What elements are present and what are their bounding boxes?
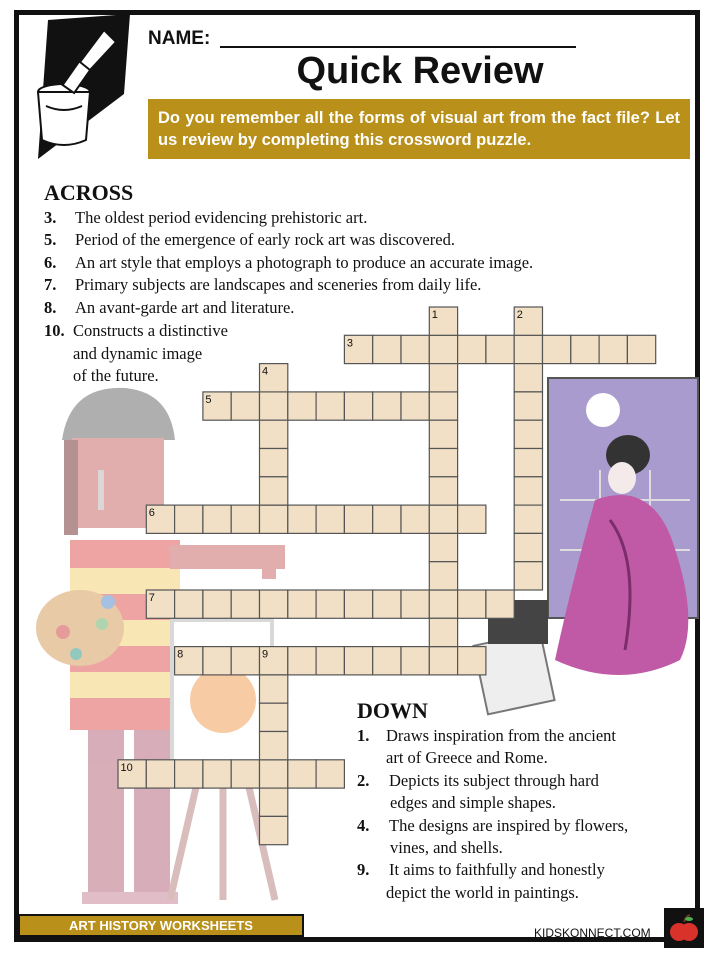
crossword-cell[interactable] — [316, 647, 344, 675]
crossword-cell[interactable] — [288, 760, 316, 788]
clue-number: 6. — [44, 253, 57, 272]
crossword-cell[interactable] — [429, 505, 457, 533]
crossword-cell[interactable] — [514, 420, 542, 448]
intro-banner: Do you remember all the forms of visual art from the fact file? Let us review by completing this crossword puzzle. — [148, 99, 690, 159]
crossword-cell-number: 10 — [120, 761, 133, 774]
crossword-cell[interactable] — [571, 335, 599, 363]
crossword-cell[interactable] — [373, 505, 401, 533]
clue-number: 9. — [357, 860, 370, 879]
crossword-cell-number: 5 — [205, 393, 212, 406]
across-clue — [44, 207, 367, 229]
crossword-cell[interactable] — [627, 335, 655, 363]
crossword-cell[interactable] — [231, 392, 259, 420]
apple-logo — [664, 908, 704, 948]
crossword-cell[interactable] — [373, 392, 401, 420]
crossword-cell[interactable] — [429, 533, 457, 561]
site-url: KIDSKONNECT.COM — [534, 926, 651, 940]
clue-text: The oldest period evidencing prehistoric art. — [75, 208, 368, 227]
crossword-cell[interactable] — [514, 364, 542, 392]
series-label: ART HISTORY WORKSHEETS — [18, 914, 304, 937]
crossword-cell-number: 3 — [346, 337, 354, 350]
across-heading: ACROSS — [44, 180, 134, 205]
crossword-cell[interactable] — [429, 335, 457, 363]
crossword-cell-number: 8 — [177, 648, 184, 661]
crossword-cell-number: 7 — [148, 592, 155, 604]
page-title: Quick Review — [296, 50, 544, 92]
clue-text: An art style that employs a photograph to produce an accurate image. — [75, 253, 534, 272]
crossword-cell[interactable] — [316, 392, 344, 420]
across-clue-continued: of the future. — [73, 366, 159, 385]
crossword-cell-number: 6 — [148, 507, 155, 520]
down-clue-continued: art of Greece and Rome. — [386, 748, 548, 767]
clue-text: The designs are inspired by flowers, — [389, 816, 629, 835]
crossword-cell[interactable] — [203, 590, 231, 618]
crossword-cell[interactable] — [514, 505, 542, 533]
crossword-cell[interactable] — [401, 590, 429, 618]
crossword-cell[interactable] — [373, 647, 401, 675]
crossword-cell[interactable] — [514, 449, 542, 477]
across-clue — [44, 320, 228, 342]
crossword-cell[interactable] — [260, 675, 288, 703]
crossword-cell[interactable] — [260, 760, 288, 788]
crossword-cell[interactable] — [429, 364, 457, 392]
crossword-cell[interactable] — [401, 505, 429, 533]
crossword-cell[interactable] — [429, 562, 457, 590]
crossword-cell[interactable] — [344, 505, 372, 533]
crossword-cell[interactable] — [260, 420, 288, 448]
clue-text: Constructs a distinctive — [73, 321, 228, 340]
clue-text: Depicts its subject through hard — [389, 771, 599, 790]
crossword-cell[interactable] — [260, 732, 288, 760]
clue-number: 4. — [357, 816, 370, 835]
crossword-cell[interactable] — [486, 335, 514, 363]
down-clue — [357, 815, 628, 837]
crossword-cell[interactable] — [231, 760, 259, 788]
apple-icon — [664, 908, 704, 948]
clue-number: 2. — [357, 771, 370, 790]
crossword-cell[interactable] — [458, 590, 486, 618]
crossword-cell[interactable] — [288, 647, 316, 675]
name-input-line[interactable] — [220, 46, 576, 48]
crossword-cell[interactable] — [203, 647, 231, 675]
clue-number: 8. — [44, 298, 57, 317]
crossword-cell[interactable] — [486, 590, 514, 618]
crossword-cell[interactable] — [514, 335, 542, 363]
crossword-cell-number: 9 — [262, 648, 269, 661]
crossword-cell[interactable] — [260, 449, 288, 477]
crossword-cell[interactable] — [458, 335, 486, 363]
crossword-cell[interactable] — [231, 647, 259, 675]
clue-text: Primary subjects are landscapes and sceneries from daily life. — [75, 275, 482, 294]
crossword-cell[interactable] — [260, 816, 288, 844]
crossword-cell-number: 4 — [262, 365, 269, 378]
crossword-cell[interactable] — [401, 647, 429, 675]
crossword-cell[interactable] — [429, 477, 457, 505]
crossword-cell[interactable] — [344, 647, 372, 675]
clue-text: Period of the emergence of early rock art was discovered. — [75, 230, 455, 249]
crossword-cell[interactable] — [373, 335, 401, 363]
crossword-cell[interactable] — [316, 760, 344, 788]
crossword-cell[interactable] — [316, 505, 344, 533]
across-clue — [44, 274, 481, 296]
clue-number: 7. — [44, 275, 57, 294]
across-clue — [44, 252, 533, 274]
crossword-cell[interactable] — [288, 590, 316, 618]
crossword-cell[interactable] — [429, 590, 457, 618]
crossword-cell[interactable] — [429, 420, 457, 448]
crossword-cell[interactable] — [514, 562, 542, 590]
crossword-cell[interactable] — [458, 505, 486, 533]
crossword-cell[interactable] — [288, 505, 316, 533]
clue-number: 1. — [357, 726, 370, 745]
down-clue — [357, 725, 616, 747]
across-clue-continued: and dynamic image — [73, 344, 203, 363]
crossword-cell[interactable] — [175, 505, 203, 533]
clue-number: 5. — [44, 230, 57, 249]
crossword-cell-number: 2 — [516, 309, 523, 321]
crossword-cell[interactable] — [203, 505, 231, 533]
crossword-cell[interactable] — [203, 760, 231, 788]
crossword-cell[interactable] — [543, 335, 571, 363]
crossword-cell[interactable] — [288, 392, 316, 420]
crossword-cell[interactable] — [599, 335, 627, 363]
crossword-cell[interactable] — [514, 392, 542, 420]
across-clue — [44, 229, 455, 251]
crossword-cell[interactable] — [231, 590, 259, 618]
crossword-cell[interactable] — [231, 505, 259, 533]
down-clue-continued: edges and simple shapes. — [390, 793, 556, 812]
clue-number: 10. — [44, 321, 65, 340]
crossword-cell[interactable] — [260, 392, 288, 420]
clue-text: Draws inspiration from the ancient — [386, 726, 617, 745]
down-clue-continued: vines, and shells. — [390, 838, 503, 857]
down-clue — [357, 859, 605, 881]
crossword-cell[interactable] — [373, 590, 401, 618]
crossword-cell[interactable] — [458, 647, 486, 675]
crossword-cell[interactable] — [429, 392, 457, 420]
crossword-cell[interactable] — [146, 760, 174, 788]
crossword-cell[interactable] — [514, 533, 542, 561]
crossword-cell[interactable] — [401, 335, 429, 363]
clue-text: It aims to faithfully and honestly — [389, 860, 605, 879]
crossword-cell[interactable] — [429, 618, 457, 646]
crossword-cell[interactable] — [316, 590, 344, 618]
crossword-cell[interactable] — [175, 760, 203, 788]
crossword-cell[interactable] — [429, 449, 457, 477]
clue-number: 3. — [44, 208, 57, 227]
name-label: NAME: — [148, 28, 211, 49]
down-clue — [357, 770, 599, 792]
down-clue-continued: depict the world in paintings. — [386, 883, 579, 902]
crossword-cell[interactable] — [260, 505, 288, 533]
paint-bucket-logo — [18, 14, 138, 159]
crossword-cell[interactable] — [175, 590, 203, 618]
crossword-cell[interactable] — [260, 477, 288, 505]
crossword-cell[interactable] — [260, 703, 288, 731]
crossword-cell[interactable] — [344, 590, 372, 618]
crossword-cell[interactable] — [429, 647, 457, 675]
crossword-cell[interactable] — [260, 788, 288, 816]
crossword-cell-number: 1 — [431, 309, 438, 321]
crossword-cell[interactable] — [401, 392, 429, 420]
clue-text: An avant-garde art and literature. — [75, 298, 295, 317]
crossword-cell[interactable] — [344, 392, 372, 420]
down-heading: DOWN — [357, 698, 428, 723]
crossword-cell[interactable] — [514, 477, 542, 505]
across-clue — [44, 297, 294, 319]
crossword-cell[interactable] — [260, 590, 288, 618]
